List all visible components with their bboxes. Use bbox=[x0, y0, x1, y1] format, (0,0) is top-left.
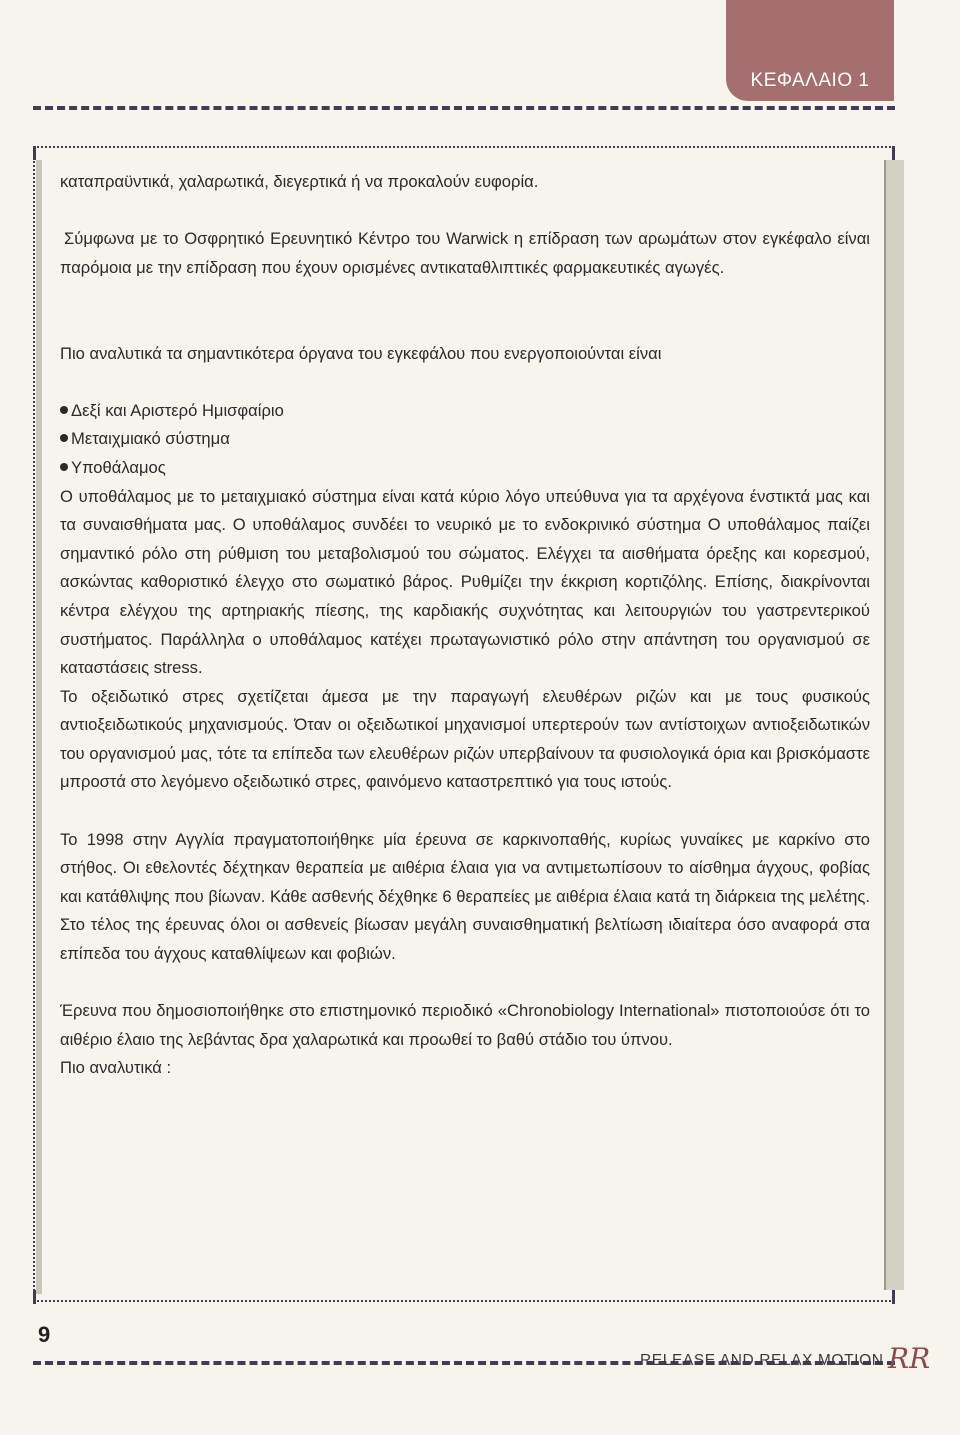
paragraph-chronobiology: Έρευνα που δημοσιοποιήθηκε στο επιστημονικό περιοδικό «Chronobiology International» πιστοποιούσε ότι το αιθέριο έλαιο της λεβάντας δρα χαλαρωτικά και προωθεί το βαθύ στάδιο του ύπνου. bbox=[60, 1001, 870, 1049]
paragraph-brain-organs: Πιο αναλυτικά τα σημαντικότερα όργανα του εγκεφάλου που ενεργοποιούνται είναι bbox=[60, 343, 662, 363]
brand-logo: RR bbox=[888, 1342, 931, 1375]
chapter-label: ΚΕΦΑΛΑΙΟ 1 bbox=[750, 70, 870, 91]
footer-brand-text: RELEASE AND RELAX MOTION bbox=[640, 1352, 884, 1369]
paragraph-more-detail: Πιο αναλυτικά : bbox=[60, 1058, 172, 1078]
header-dashed-rule bbox=[33, 106, 895, 110]
left-margin-bar bbox=[36, 160, 42, 1294]
right-margin-bar bbox=[884, 160, 904, 1290]
paragraph-1998-study: Το 1998 στην Αγγλία πραγματοποιήθηκε μία έρευνα σε καρκινοπαθής, κυρίως γυναίκες με καρκίνο στο στήθος. Οι εθελοντές δέχτηκαν θεραπεία με αιθέρια έλαια για να αντιμετωπίσουν το αίσθημα άγχους, φοβίας και κατάθλιψης που βίωναν. Κάθε ασθενής δέχθηκε 6 θεραπείες με αιθέρια έλαια κατά τη διάρκεια της μελέτης. Στο τέλος της έρευνας όλοι οι ασθενείς βίωσαν μεγάλη συναισθηματική βελτίωση ιδιαίτερα όσο αναφορά στα επίπεδα του άγχους καταθλίψεων και φοβιών. bbox=[60, 829, 870, 964]
paragraph-hypothalamus: Ο υποθάλαμος με το μεταιχμιακό σύστημα είναι κατά κύριο λόγο υπεύθυνα για τα αρχέγονα ένστικτά μας και τα συναισθήματα μας. Ο υποθάλαμος συνδέει το νευρικό με το ενδοκρινικό σύστημα Ο υποθάλαμος παίζει σημαντικό ρόλο στη ρύθμιση του μεταβολισμού του σώματος. Ελέγχει τα αισθήματα όρεξης και κορεσμού, ασκώντας καθοριστικό έλεγχο στο σωματικό βάρος. Ρυθμίζει την έκκριση κορτιζόλης. Επίσης, διακρίνονται κέντρα ελέγχου της αρτηριακής πίεσης, της καρδιακής συχνότητας και λειτουργιών του γαστρεντερικού συστήματος. Παράλληλα ο υποθάλαμος κατέχει πρωταγωνιστικό ρόλο στην απάντηση του οργανισμού σε καταστάσεις stress. bbox=[60, 486, 870, 678]
list-item: Μεταιχμιακό σύστημα bbox=[60, 425, 870, 454]
paragraph-oxidative-stress: Το οξειδωτικό στρες σχετίζεται άμεσα με την παραγωγή ελευθέρων ριζών και με τους φυσικούς αντιοξειδωτικούς μηχανισμούς. Όταν οι οξειδωτικοί μηχανισμοί υπερτερούν των αντίστοιχων αντιοξειδωτικών του οργανισμού μας, τότε τα επίπεδα των ελευθέρων ριζών υπερβαίνουν τα φυσιολογικά όρια και βρισκόμαστε μπροστά στο λεγόμενο οξειδωτικό στρες, φαινόμενο καταστρεπτικό για τους ιστούς. bbox=[60, 686, 870, 792]
paragraph-intro: καταπραϋντικά, χαλαρωτικά, διεγερτικά ή να προκαλούν ευφορία. bbox=[60, 172, 539, 191]
frame-corner bbox=[892, 1290, 895, 1304]
list-item: Υποθάλαμος bbox=[60, 454, 870, 483]
paragraph-warwick: Σύμφωνα με το Οσφρητικό Ερευνητικό Κέντρο του Warwick η επίδραση των αρωμάτων στον εγκέφαλο είναι παρόμοια με την επίδραση που έχουν ορισμένες αντικαταθλιπτικές φαρμακευτικές αγωγές. bbox=[60, 229, 870, 277]
page-body bbox=[60, 168, 870, 1083]
list-item: Δεξί και Αριστερό Ημισφαίριο bbox=[60, 397, 870, 426]
frame-corner bbox=[892, 146, 895, 160]
frame-corner bbox=[33, 146, 36, 160]
page-number: 9 bbox=[38, 1322, 51, 1347]
